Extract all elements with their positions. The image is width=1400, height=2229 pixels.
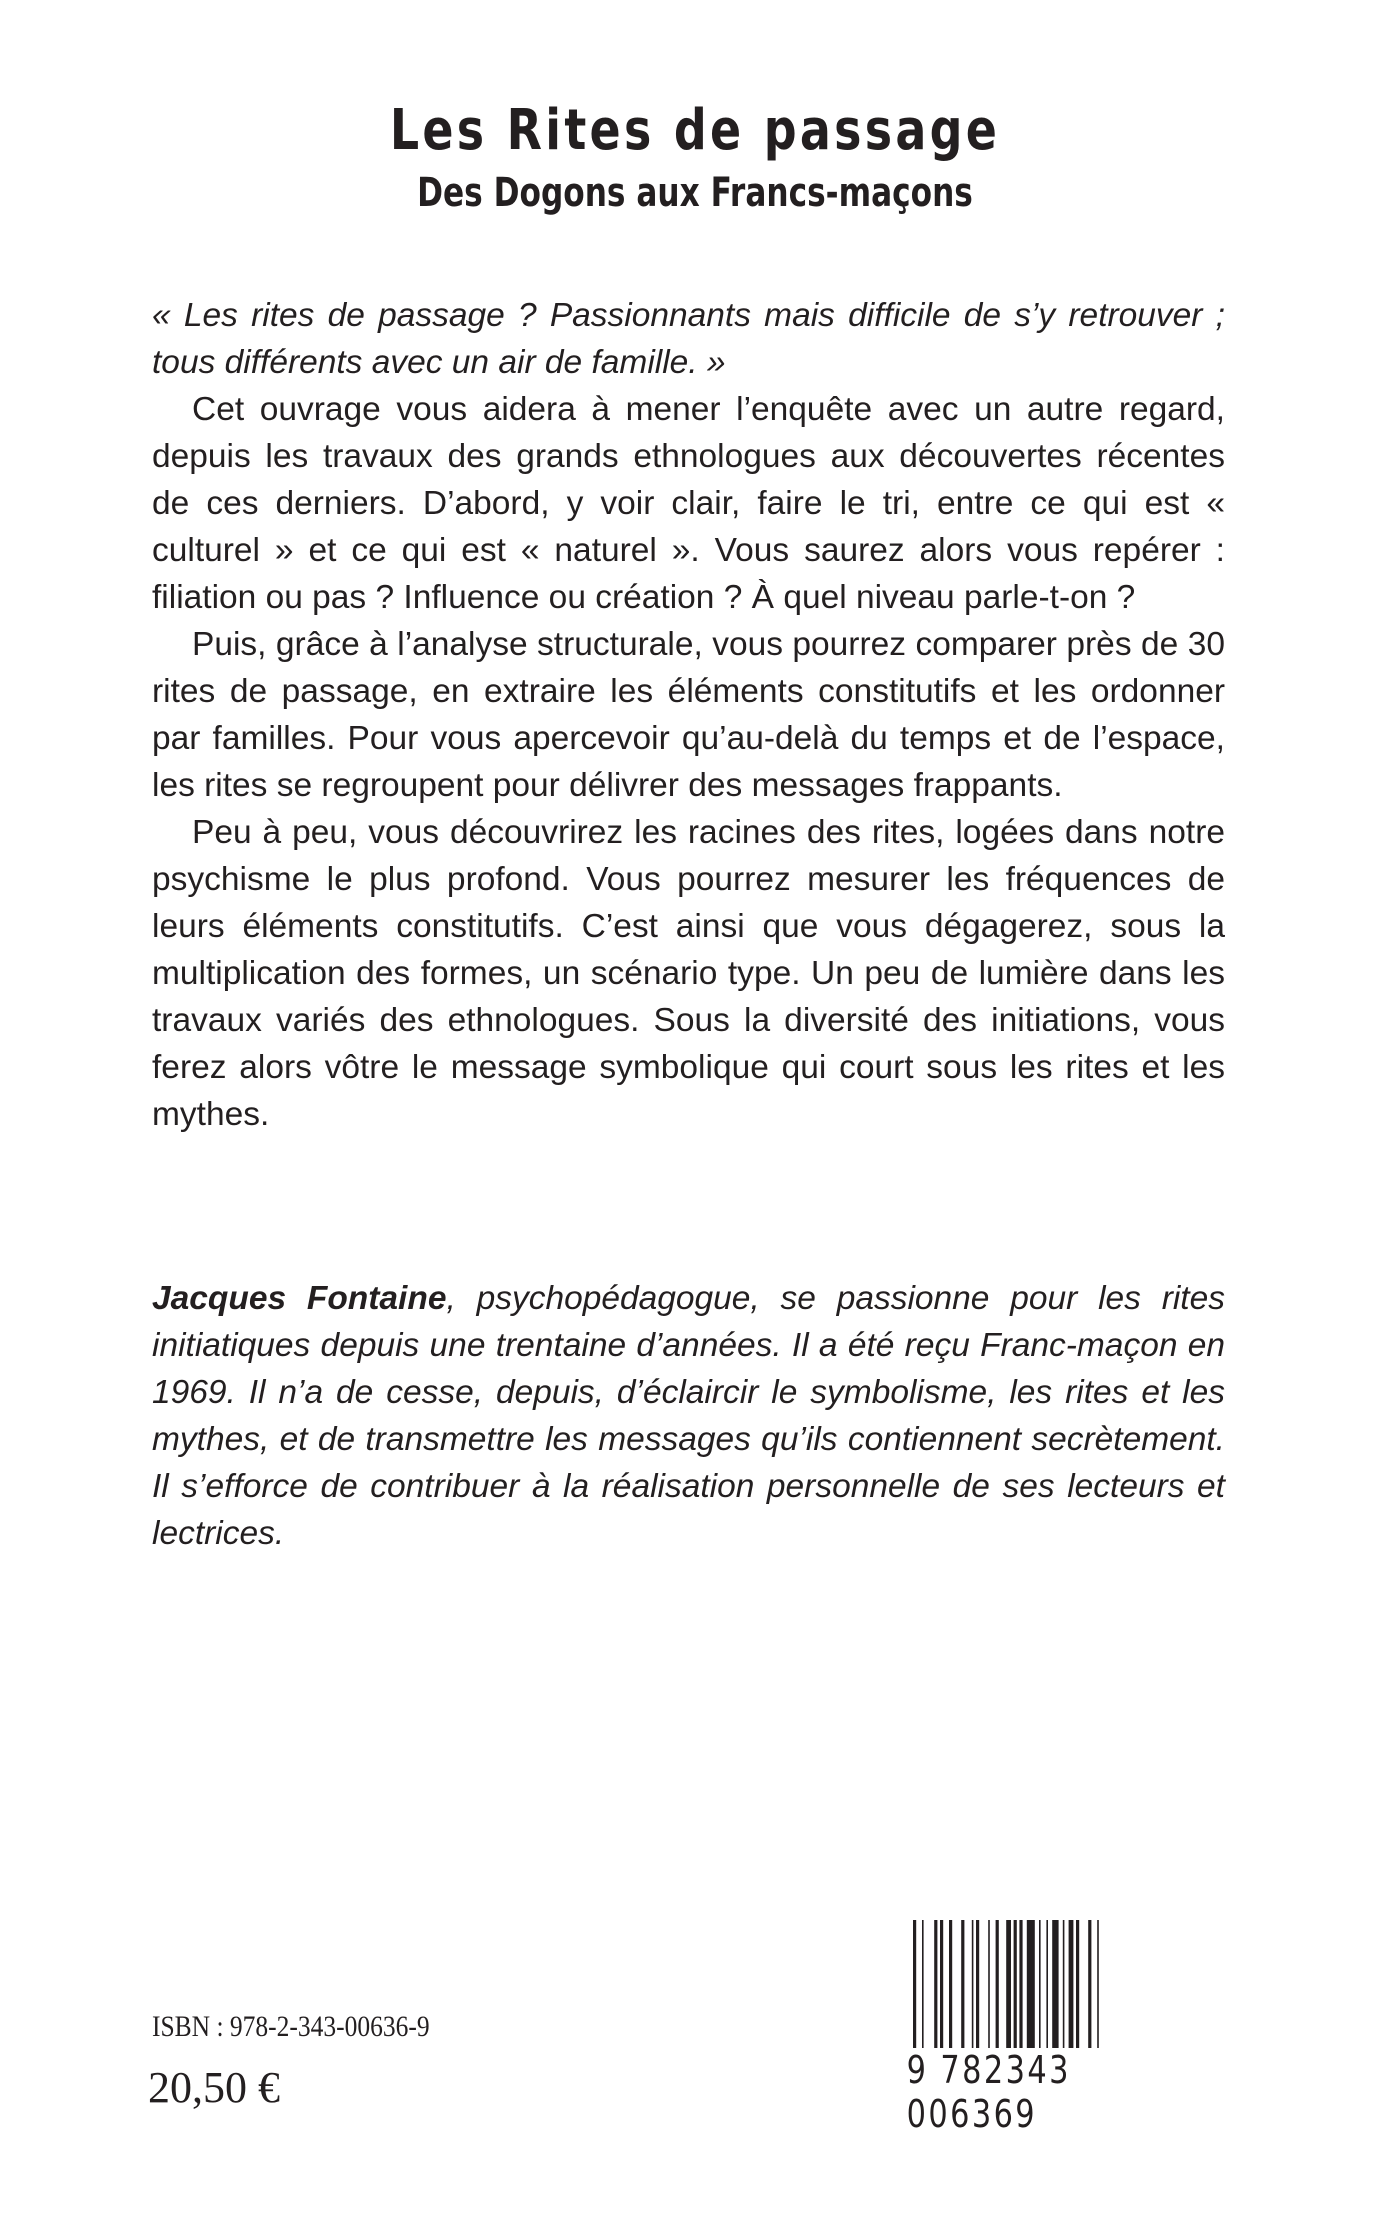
blurb-paragraph-2: Puis, grâce à l’analyse structurale, vous pourrez comparer près de 30 rites de passage, en extraire les éléments constitutifs et les ordonner par familles. Pour vous apercevoir qu’au-delà du temps et de l’espace, les rites se regroupent pour délivrer des messages frappants. [152,626,1225,804]
blurb [152,292,1225,1138]
book-subtitle: Des Dogons aux Francs-maçons [417,170,973,216]
author-bio [152,1275,1225,1557]
book-title: Les Rites de passage [389,98,1001,163]
blurb-paragraph-3: Peu à peu, vous découvrirez les racines des rites, logées dans notre psychisme le plus profond. Vous pourrez mesurer les fréquences de leurs éléments constitutifs. C’est ainsi que vous dégagerez, sous la multiplication des formes, un scénario type. Un peu de lumière dans les travaux variés des ethnologues. Sous la diversité des initiations, vous ferez alors vôtre le message symbolique qui court sous les rites et les mythes. [152,814,1225,1133]
author-name: Jacques Fontaine [152,1280,447,1317]
opening-quote: « Les rites de passage ? Passionnants mais difficile de s’y retrouver ; tous différents avec un air de famille. » [152,297,1225,381]
barcode-number: 9 782343 006369 [905,2048,1166,2136]
isbn: ISBN : 978-2-343-00636-9 [152,2010,430,2043]
price: 20,50 € [148,2063,280,2112]
author-bio-text: , psychopédagogue, se passionne pour les rites initiatiques depuis une trentaine d’années. Il a été reçu Franc-maçon en 1969. Il n’a de cesse, depuis, d’éclaircir le symbolisme, les rites et les mythes, et de transmettre les messages qu’ils contiennent secrètement. Il s’efforce de contribuer à la réalisation personnelle de ses lecteurs et lectrices. [152,1280,1225,1552]
blurb-paragraph-1: Cet ouvrage vous aidera à mener l’enquête avec un autre regard, depuis les travaux des grands ethnologues aux découvertes récentes de ces derniers. D’abord, y voir clair, faire le tri, entre ce qui est « culturel » et ce qui est « naturel ». Vous saurez alors vous repérer : filiation ou pas ? Influence ou création ? À quel niveau parle-t-on ? [152,391,1225,616]
